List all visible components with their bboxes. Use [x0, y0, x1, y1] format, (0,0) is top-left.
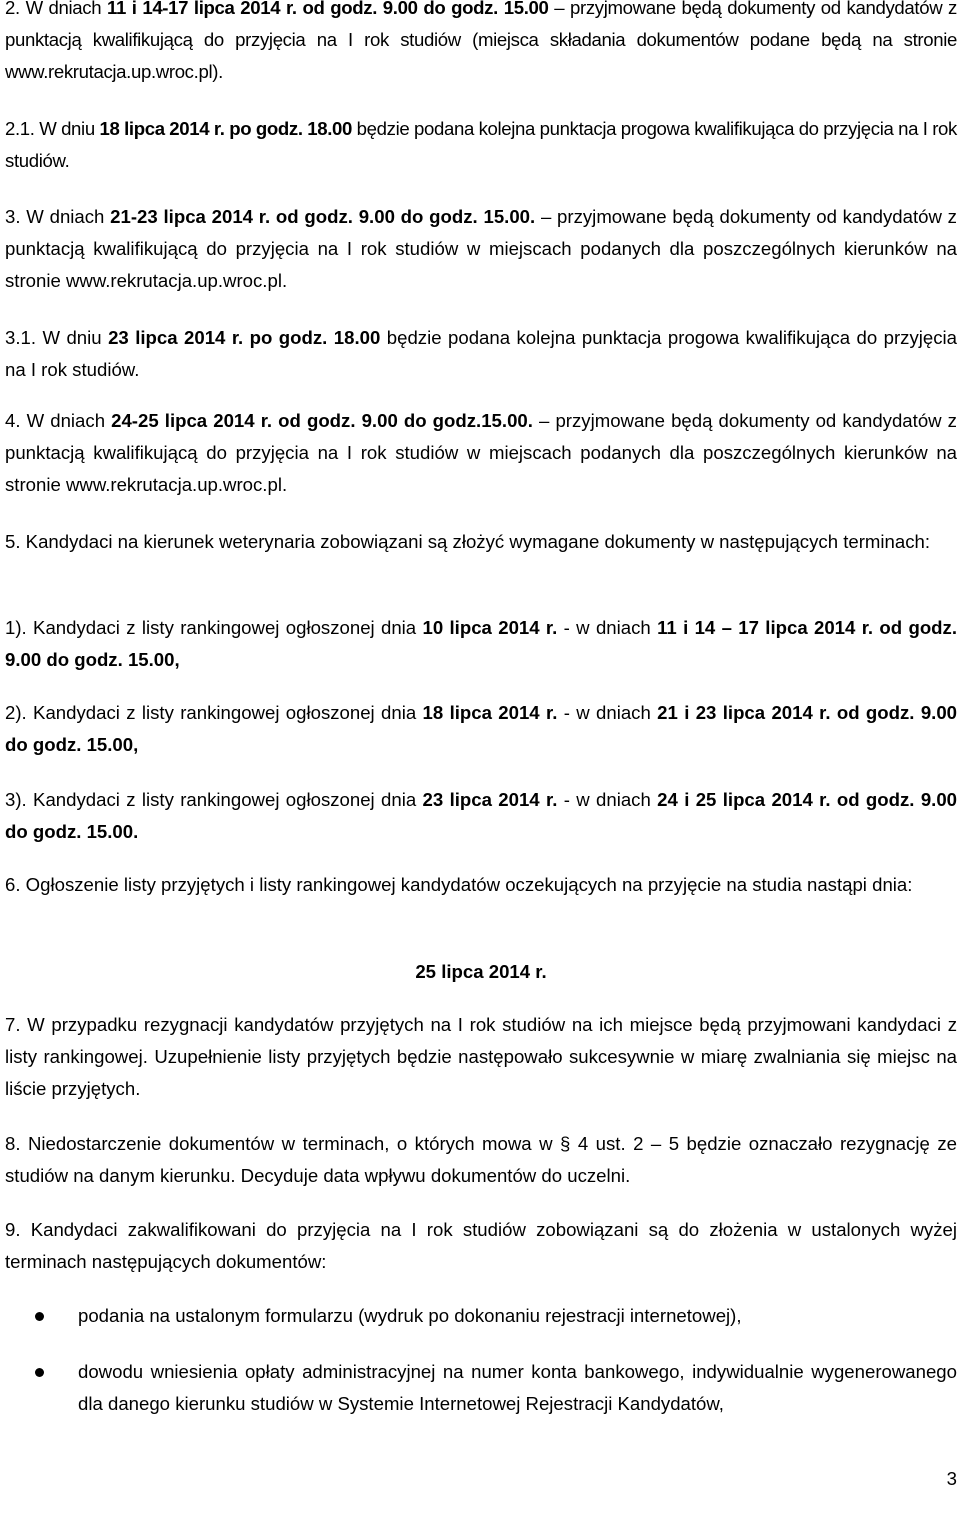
paragraph-item-6: 6. Ogłoszenie listy przyjętych i listy rankingowej kandydatów oczekujących na przyjęcie na studia nastąpi dnia:: [5, 874, 913, 895]
paragraph-item-2-1: 2.1. W dniu 18 lipca 2014 r. po godz. 18.00 będzie podana kolejna punktacja progowa kwalifikująca do przyjęcia na I rok studiów.: [5, 118, 957, 171]
page-number: 3: [946, 1468, 957, 1489]
list-item: podania na ustalonym formularzu (wydruk po dokonaniu rejestracji internetowej),: [5, 1300, 957, 1332]
paragraph-item-7: 7. W przypadku rezygnacji kandydatów przyjętych na I rok studiów na ich miejsce będą przyjmowani kandydaci z listy rankingowej. Uzupełnienie listy przyjętych będzie następowało sukcesywnie w miarę zwalniania się miejsc na liście przyjętych.: [5, 1014, 957, 1099]
paragraph-item-3: 3. W dniach 21-23 lipca 2014 r. od godz. 9.00 do godz. 15.00. – przyjmowane będą dokumenty od kandydatów z punktacją kwalifikującą do przyjęcia na I rok studiów w miejscach podanych dla poszczególnych kierunków na stronie www.rekrutacja.up.wroc.pl.: [5, 206, 957, 291]
bullet-icon: [35, 1312, 44, 1321]
list-item: dowodu wniesienia opłaty administracyjnej na numer konta bankowego, indywidualnie wygenerowanego dla danego kierunku studiów w Systemie Internetowej Rejestracji Kandydatów,: [5, 1356, 957, 1420]
paragraph-item-2: 2. W dniach 11 i 14-17 lipca 2014 r. od godz. 9.00 do godz. 15.00 – przyjmowane będą dokumenty od kandydatów z punktacją kwalifikującą do przyjęcia na I rok studiów (miejsca składania dokumentów podane będą na stronie www.rekrutacja.up.wroc.pl).: [5, 0, 957, 82]
paragraph-item-8: 8. Niedostarczenie dokumentów w terminach, o których mowa w § 4 ust. 2 – 5 będzie oznaczało rezygnację ze studiów na danym kierunku. Decyduje data wpływu dokumentów do uczelni.: [5, 1133, 957, 1186]
announcement-date: 25 lipca 2014 r.: [415, 961, 547, 982]
required-documents-list: [5, 1300, 957, 1420]
paragraph-item-5-1: 1). Kandydaci z listy rankingowej ogłoszonej dnia 10 lipca 2014 r. - w dniach 11 i 14 – 17 lipca 2014 r. od godz. 9.00 do godz. 15.00,: [5, 617, 958, 670]
paragraph-item-4: 4. W dniach 24-25 lipca 2014 r. od godz. 9.00 do godz.15.00. – przyjmowane będą dokumenty od kandydatów z punktacją kwalifikującą do przyjęcia na I rok studiów w miejscach podanych dla poszczególnych kierunków na stronie www.rekrutacja.up.wroc.pl.: [5, 410, 957, 495]
paragraph-item-5-2: 2). Kandydaci z listy rankingowej ogłoszonej dnia 18 lipca 2014 r. - w dniach 21 i 23 lipca 2014 r. od godz. 9.00 do godz. 15.00,: [5, 702, 958, 755]
paragraph-item-5-3: 3). Kandydaci z listy rankingowej ogłoszonej dnia 23 lipca 2014 r. - w dniach 24 i 25 lipca 2014 r. od godz. 9.00 do godz. 15.00.: [5, 789, 958, 842]
bullet-icon: [35, 1368, 44, 1377]
paragraph-item-5: 5. Kandydaci na kierunek weterynaria zobowiązani są złożyć wymagane dokumenty w następujących terminach:: [5, 531, 931, 552]
paragraph-item-3-1: 3.1. W dniu 23 lipca 2014 r. po godz. 18.00 będzie podana kolejna punktacja progowa kwalifikująca do przyjęcia na I rok studiów.: [5, 327, 957, 380]
paragraph-item-9: 9. Kandydaci zakwalifikowani do przyjęcia na I rok studiów zobowiązani są do złożenia w ustalonych wyżej terminach następujących dokumentów:: [5, 1219, 957, 1272]
